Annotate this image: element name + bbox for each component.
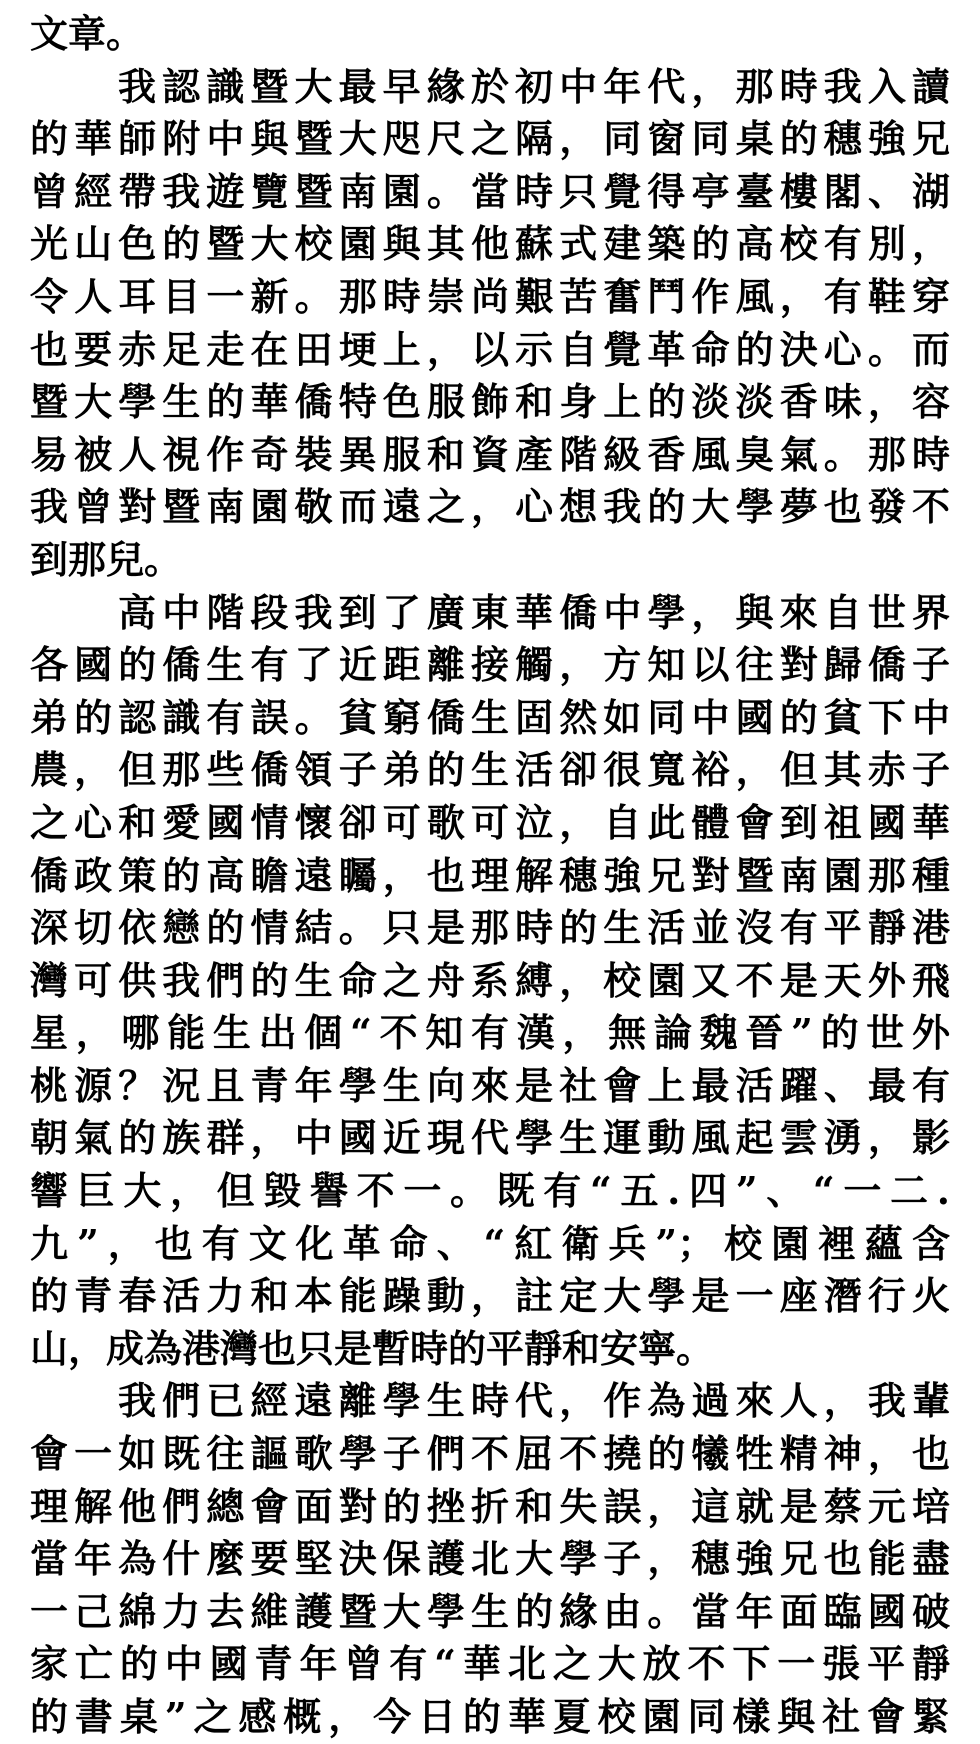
body-text bbox=[30, 8, 950, 1744]
text-line: 灣可供我們的生命之舟系縛，校園又不是天外飛 bbox=[30, 957, 950, 1003]
text-line: 我們已經遠離學生時代，作為過來人，我輩 bbox=[118, 1378, 950, 1424]
text-line: 曾經帶我遊覽暨南園。當時只覺得亭臺樓閣、湖 bbox=[30, 168, 950, 214]
text-line: 響巨大，但毀譽不一。既有“五.四”、“一二. bbox=[30, 1168, 950, 1214]
text-line: 暨大學生的華僑特色服飾和身上的淡淡香味，容 bbox=[30, 379, 950, 425]
text-line: 易被人視作奇裝異服和資產階級香風臭氣。那時 bbox=[30, 431, 950, 477]
text-line: 弟的認識有誤。貧窮僑生固然如同中國的貧下中 bbox=[30, 694, 950, 740]
text-line: 高中階段我到了廣東華僑中學，與來自世界 bbox=[118, 589, 950, 635]
text-line: 會一如既往謳歌學子們不屈不撓的犧牲精神，也 bbox=[30, 1431, 950, 1477]
text-line: 僑政策的高瞻遠矚，也理解穗強兄對暨南園那種 bbox=[30, 852, 950, 898]
text-line: 九”，也有文化革命、“紅衛兵”；校園裡蘊含 bbox=[30, 1220, 950, 1266]
text-line: 一己綿力去維護暨大學生的緣由。當年面臨國破 bbox=[30, 1588, 950, 1634]
text-line: 也要赤足走在田埂上，以示自覺革命的決心。而 bbox=[30, 326, 950, 372]
text-line: 星，哪能生出個“不知有漢，無論魏晉”的世外 bbox=[30, 1010, 950, 1056]
text-line: 我曾對暨南園敬而遠之，心想我的大學夢也發不 bbox=[30, 484, 950, 530]
text-line: 桃源？況且青年學生向來是社會上最活躍、最有 bbox=[30, 1062, 950, 1108]
text-line: 當年為什麼要堅決保護北大學子，穗強兄也能盡 bbox=[30, 1536, 950, 1582]
text-line: 之心和愛國情懷卻可歌可泣，自此體會到祖國華 bbox=[30, 799, 950, 845]
text-line: 山，成為港灣也只是暫時的平靜和安寧。 bbox=[30, 1325, 715, 1371]
text-line: 農，但那些僑領子弟的生活卻很寬裕，但其赤子 bbox=[30, 747, 950, 793]
text-line: 的華師附中與暨大咫尺之隔，同窗同桌的穗強兄 bbox=[30, 116, 950, 162]
text-line: 我認識暨大最早緣於初中年代，那時我入讀 bbox=[118, 63, 950, 109]
text-line: 各國的僑生有了近距離接觸，方知以往對歸僑子 bbox=[30, 642, 950, 688]
text-line: 令人耳目一新。那時崇尚艱苦奮鬥作風，有鞋穿 bbox=[30, 273, 950, 319]
text-line: 深切依戀的情結。只是那時的生活並沒有平靜港 bbox=[30, 905, 950, 951]
text-line: 理解他們總會面對的挫折和失誤，這就是蔡元培 bbox=[30, 1483, 950, 1529]
text-line: 家亡的中國青年曾有“華北之大放不下一張平靜 bbox=[30, 1641, 950, 1687]
text-line: 朝氣的族群，中國近現代學生運動風起雲湧，影 bbox=[30, 1115, 950, 1161]
text-line: 文章。 bbox=[30, 11, 145, 56]
text-line: 的書桌”之感概，今日的華夏校園同樣與社會緊 bbox=[30, 1694, 950, 1739]
text-line: 光山色的暨大校園與其他蘇式建築的高校有別， bbox=[30, 221, 950, 267]
text-line: 到那兒。 bbox=[30, 536, 183, 582]
text-line: 的青春活力和本能躁動，註定大學是一座潛行火 bbox=[30, 1273, 950, 1319]
